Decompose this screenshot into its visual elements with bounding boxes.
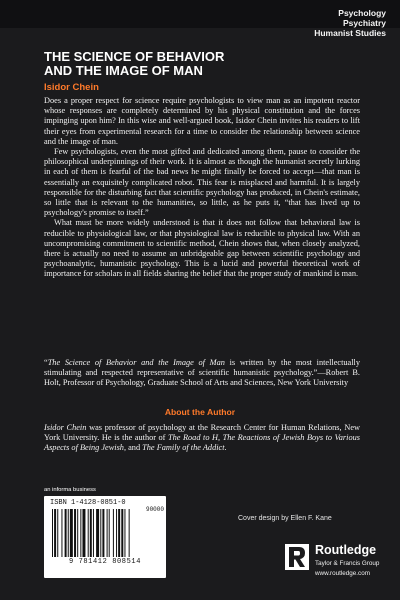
book-family-of-the-addict: The Family of the Addict (142, 443, 225, 453)
blurb-paragraph-2: Few psychologists, even the most gifted and dedicated among them, pause to consider the philosophical underpinnings of their work. It is almost as though the humanist secretly lurking in each of them is fearful of the bad news he might finally be forced to accept—that man is essentially an exquisitely complicated robot. This fear is misplaced and harmful. It is largely responsible for the disturbing fact that scientific psychology has produced, in Chein's estimate, so little that is relevant to the humanities, so little, as he puts it, “that has lived up to psychology's promise to itself.” (44, 147, 360, 218)
barcode-icon (50, 509, 160, 557)
about-text-part: was professor of psychology at the Research Center for Human Relations, New York University. He is the author of (44, 423, 360, 443)
price-addon-code: 90000 (145, 506, 164, 513)
about-text-part: . (224, 443, 227, 453)
subject-categories (314, 8, 386, 38)
blurb-paragraph-1: Does a proper respect for science require psychologists to view man as an impotent reactor whose responses are completely determined by his physical constitution and the forces impinging upon him? In this wise and well-argued book, Isidor Chein invites his readers to lift their eyes from experimental research for a time to consider the relationship between science and the image of man. (44, 96, 360, 146)
isbn-number: ISBN 1-4128-0851-0 (50, 499, 126, 507)
endorsement-quote (44, 358, 360, 389)
routledge-logo-icon (285, 544, 309, 570)
informa-business-label: an informa business (44, 487, 96, 493)
about-author-heading: About the Author (164, 407, 236, 417)
subject-psychiatry: Psychiatry (343, 18, 386, 28)
author-name: Isidor Chein (44, 82, 99, 93)
quote-text: is written by the most intellectually stimulating and respected representative of scientific humanistic psychology.”—Robert B. Holt, Professor of Psychology, Graduate School of Arts and Sciences, New York University (44, 358, 360, 388)
publisher-group: Taylor & Francis Group (315, 560, 380, 567)
title-line-2: AND THE IMAGE OF MAN (44, 63, 203, 78)
about-text-part: , and (123, 443, 143, 453)
subject-humanist-studies: Humanist Studies (314, 28, 386, 38)
publisher-url: www.routledge.com (315, 570, 370, 577)
title-line-1: THE SCIENCE OF BEHAVIOR (44, 49, 225, 64)
about-text-part: , (218, 433, 223, 443)
book-road-to-h: The Road to H (167, 433, 218, 443)
publisher-name: Routledge (315, 543, 377, 557)
quote-book-title: The Science of Behavior and the Image of Man (47, 358, 225, 367)
barcode-block (44, 496, 166, 578)
cover-design-credit: Cover design by Ellen F. Kane (238, 515, 332, 522)
blurb (44, 96, 360, 280)
subject-psychology: Psychology (338, 8, 386, 18)
blurb-paragraph-3: What must be more widely understood is that it does not follow that behavioral law is reducible to physiological law, or that physiological law is reducible to physical law. With an uncompromising commitment to scientific method, Chein shows that, when closely analyzed, there is actually no need to assume an unbridgeable gap between scientific psychology and psychoanalytic, humanistic psychology. This is a lucid and powerful theoretical work of importance for scholars in all fields sharing the belief that the proper study of mankind is man. (44, 218, 360, 279)
about-author-name: Isidor Chein (44, 423, 87, 432)
book-reactions-of-jewish-boys: The Reactions of Jewish Boys to Various Aspects of Being Jewish (44, 433, 360, 453)
ean-number: 9 781412 808514 (68, 558, 141, 566)
about-author-text (44, 423, 360, 454)
book-title (44, 50, 304, 78)
quote-open-mark: “ (44, 358, 48, 367)
